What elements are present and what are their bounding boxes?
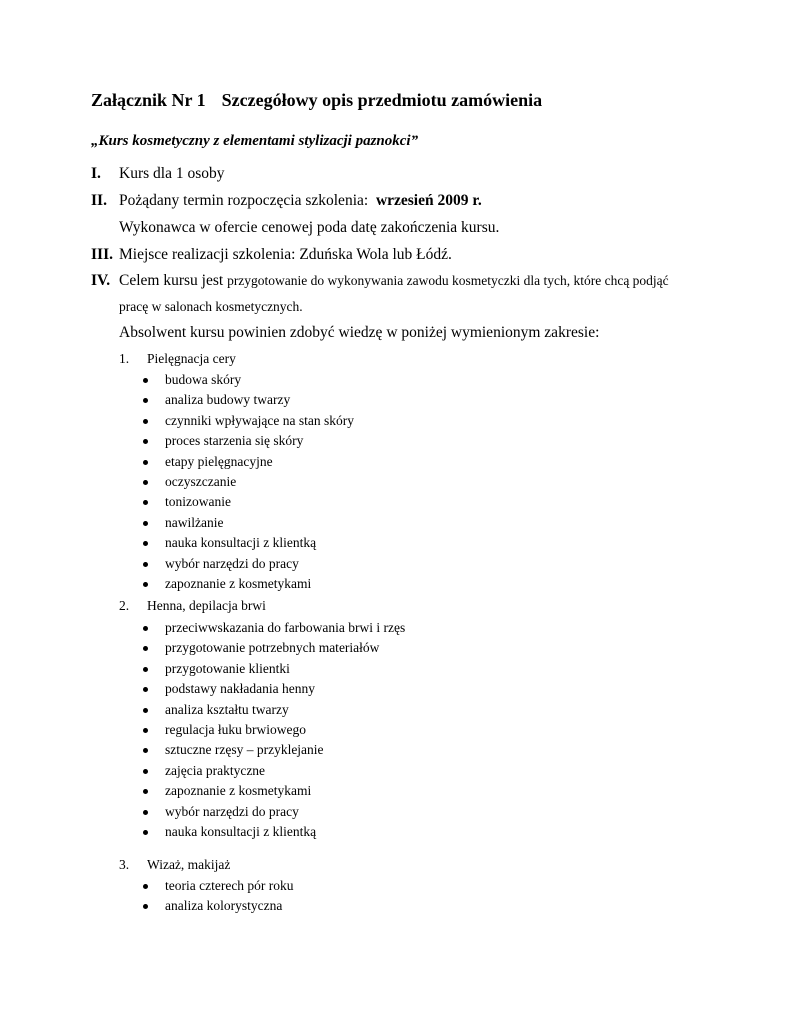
list-item: wybór narzędzi do pracy xyxy=(143,802,405,822)
bullet-icon xyxy=(143,708,148,713)
section-2-continuation: Wykonawca w ofercie cenowej poda datę zakończenia kursu. xyxy=(119,219,500,236)
topic-3-list xyxy=(143,876,294,917)
bullet-icon xyxy=(143,398,148,403)
topic-1-list xyxy=(143,370,354,594)
list-item: przygotowanie potrzebnych materiałów xyxy=(143,638,405,658)
topic-number: 3. xyxy=(119,857,130,872)
list-item: oczyszczanie xyxy=(143,472,354,492)
bullet-icon xyxy=(143,884,148,889)
section-number: III. xyxy=(91,246,113,263)
topic-number: 1. xyxy=(119,351,130,366)
bullet-icon xyxy=(143,789,148,794)
bullet-icon xyxy=(143,439,148,444)
section-number: I. xyxy=(91,165,101,182)
section-number: IV. xyxy=(91,272,111,289)
bullet-icon xyxy=(143,748,148,753)
bullet-icon xyxy=(143,521,148,526)
list-item: nauka konsultacji z klientką xyxy=(143,822,405,842)
section-text: Kurs dla 1 osoby xyxy=(119,165,225,182)
title-description: Szczegółowy opis przedmiotu zamówienia xyxy=(221,90,543,110)
topic-2-list xyxy=(143,618,405,842)
section-4-line-2: pracę w salonach kosmetycznych. xyxy=(119,299,303,314)
list-item: przeciwwskazania do farbowania brwi i rzęs xyxy=(143,618,405,638)
start-date: wrzesień 2009 r. xyxy=(375,192,482,209)
section-text-small: przygotowanie do wykonywania zawodu kosmetyczki dla tych, które chcą podjąć xyxy=(227,273,669,288)
bullet-icon xyxy=(143,728,148,733)
list-item: nawilżanie xyxy=(143,513,354,533)
bullet-icon xyxy=(143,541,148,546)
bullet-icon xyxy=(143,626,148,631)
list-item: etapy pielęgnacyjne xyxy=(143,452,354,472)
list-item: czynniki wpływające na stan skóry xyxy=(143,411,354,431)
topic-title: Pielęgnacja cery xyxy=(147,351,236,366)
list-item: przygotowanie klientki xyxy=(143,659,405,679)
topic-number: 2. xyxy=(119,598,130,613)
bullet-icon xyxy=(143,582,148,587)
list-item: zapoznanie z kosmetykami xyxy=(143,574,354,594)
title-attachment: Załącznik Nr 1 xyxy=(91,90,206,110)
bullet-icon xyxy=(143,562,148,567)
bullet-icon xyxy=(143,480,148,485)
bullet-icon xyxy=(143,460,148,465)
bullet-icon xyxy=(143,810,148,815)
list-item: regulacja łuku brwiowego xyxy=(143,720,405,740)
list-item: tonizowanie xyxy=(143,492,354,512)
list-item: proces starzenia się skóry xyxy=(143,431,354,451)
list-item: podstawy nakładania henny xyxy=(143,679,405,699)
page-title xyxy=(91,90,542,111)
list-item: sztuczne rzęsy – przyklejanie xyxy=(143,740,405,760)
bullet-icon xyxy=(143,667,148,672)
list-item: analiza kolorystyczna xyxy=(143,896,294,916)
list-item: analiza kształtu twarzy xyxy=(143,700,405,720)
bullet-icon xyxy=(143,500,148,505)
list-item: zajęcia praktyczne xyxy=(143,761,405,781)
list-item: zapoznanie z kosmetykami xyxy=(143,781,405,801)
list-item: budowa skóry xyxy=(143,370,354,390)
bullet-icon xyxy=(143,769,148,774)
bullet-icon xyxy=(143,687,148,692)
bullet-icon xyxy=(143,904,148,909)
section-text: Celem kursu jest xyxy=(119,272,224,289)
section-number: II. xyxy=(91,192,107,209)
list-item: nauka konsultacji z klientką xyxy=(143,533,354,553)
section-4-continuation: Absolwent kursu powinien zdobyć wiedzę w poniżej wymienionym zakresie: xyxy=(119,324,600,341)
topic-title: Henna, depilacja brwi xyxy=(147,598,266,613)
list-item: teoria czterech pór roku xyxy=(143,876,294,896)
course-subtitle: „Kurs kosmetyczny z elementami stylizacji paznokci” xyxy=(91,133,419,149)
bullet-icon xyxy=(143,419,148,424)
list-item: wybór narzędzi do pracy xyxy=(143,554,354,574)
bullet-icon xyxy=(143,378,148,383)
bullet-icon xyxy=(143,830,148,835)
topic-title: Wizaż, makijaż xyxy=(147,857,231,872)
section-text: Pożądany termin rozpoczęcia szkolenia: xyxy=(119,192,369,209)
list-item: analiza budowy twarzy xyxy=(143,390,354,410)
bullet-icon xyxy=(143,646,148,651)
section-text: Miejsce realizacji szkolenia: Zduńska Wola lub Łódź. xyxy=(119,246,452,263)
